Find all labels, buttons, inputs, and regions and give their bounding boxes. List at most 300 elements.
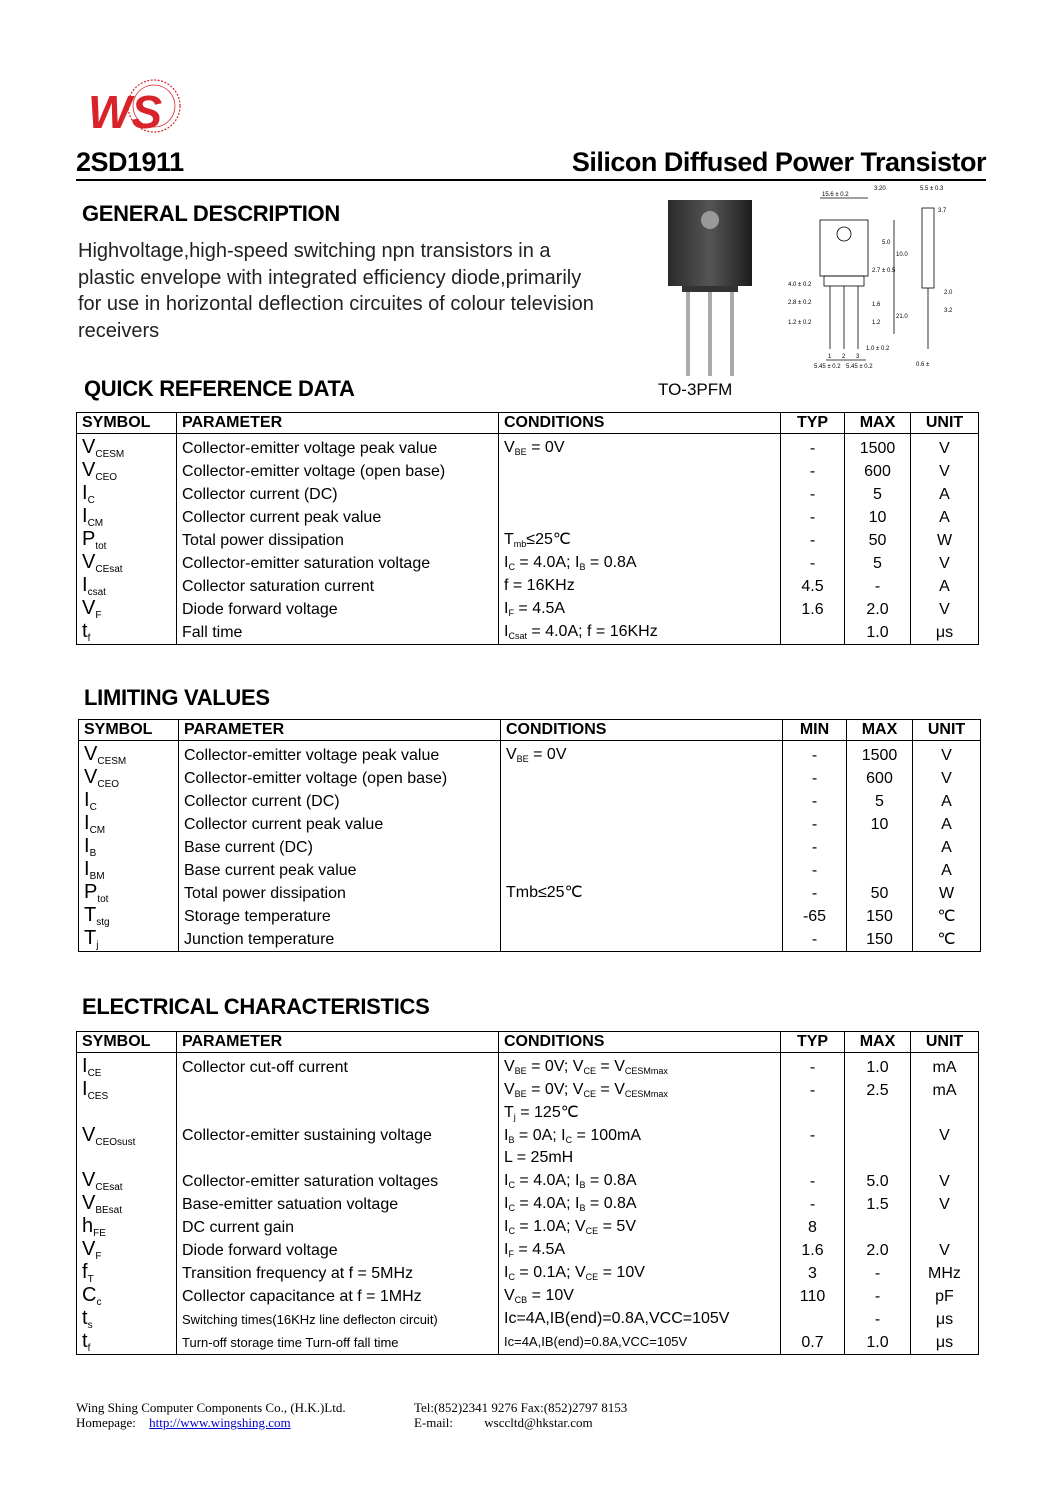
cond-subscript: B bbox=[579, 1180, 586, 1190]
dim-label: 1.2 ± 0.2 bbox=[788, 320, 812, 326]
parameter-cell: Base-emitter satuation voltage bbox=[177, 1193, 499, 1216]
symbol-subscript: F bbox=[95, 1251, 102, 1262]
symbol-cell bbox=[77, 1125, 177, 1148]
symbol-main: I bbox=[84, 812, 90, 834]
max-cell: 50 bbox=[845, 529, 911, 552]
unit-cell: μs bbox=[911, 621, 979, 645]
symbol-cell bbox=[77, 483, 177, 506]
cond-text: = 4.0A; I bbox=[514, 1172, 580, 1189]
cond-subscript: Csat bbox=[508, 631, 527, 641]
typ-cell bbox=[781, 621, 845, 645]
symbol-cell bbox=[79, 741, 179, 768]
cond-subscript: CB bbox=[514, 1295, 528, 1305]
symbol-main: V bbox=[82, 597, 96, 619]
typ-cell: - bbox=[781, 506, 845, 529]
max-cell: - bbox=[845, 1308, 911, 1331]
col-parameter: PARAMETER bbox=[177, 413, 499, 434]
cond-text: = 100mA bbox=[572, 1126, 642, 1144]
conditions-cell bbox=[501, 928, 783, 952]
symbol-subscript: CEsat bbox=[95, 1182, 123, 1193]
unit-cell: MHz bbox=[911, 1262, 979, 1285]
parameter-cell: Collector-emitter voltage (open base) bbox=[177, 460, 499, 483]
symbol-main: f bbox=[82, 1261, 88, 1283]
cond-subscript: mb bbox=[513, 539, 527, 549]
quick-reference-heading: QUICK REFERENCE DATA bbox=[84, 376, 355, 401]
table-row bbox=[77, 434, 979, 461]
unit-cell: V bbox=[911, 598, 979, 621]
dim-label: 5.0 bbox=[882, 240, 891, 246]
cond-text: = 0A; I bbox=[514, 1126, 566, 1144]
table-row bbox=[77, 483, 979, 506]
symbol-main: C bbox=[82, 1284, 97, 1306]
unit-cell bbox=[911, 1216, 979, 1239]
max-cell: 2.0 bbox=[845, 1239, 911, 1262]
symbol-subscript: CEsat bbox=[95, 564, 123, 575]
cond-subscript: CE bbox=[583, 1066, 596, 1076]
max-cell: 10 bbox=[845, 506, 911, 529]
min-cell: - bbox=[783, 836, 847, 859]
parameter-cell: Base current peak value bbox=[179, 859, 501, 882]
symbol-main: T bbox=[84, 904, 97, 926]
parameter-cell bbox=[177, 1148, 499, 1171]
symbol-main: V bbox=[82, 436, 96, 458]
dim-label: 2.7 ± 0.5 bbox=[872, 268, 896, 274]
symbol-main: I bbox=[82, 1078, 88, 1100]
cond-text: V bbox=[504, 1287, 515, 1304]
cond-subscript: CE bbox=[583, 1089, 596, 1099]
parameter-cell: Collector current (DC) bbox=[177, 483, 499, 506]
conditions-cell bbox=[501, 813, 783, 836]
cond-subscript: BE bbox=[514, 1089, 527, 1099]
symbol-main: I bbox=[82, 505, 88, 527]
parameter-cell: Storage temperature bbox=[179, 905, 501, 928]
unit-cell: μs bbox=[911, 1308, 979, 1331]
col-conditions: CONDITIONS bbox=[499, 1032, 781, 1053]
company-logo bbox=[82, 76, 186, 136]
min-cell: - bbox=[783, 790, 847, 813]
conditions-cell bbox=[499, 1053, 781, 1080]
unit-cell: A bbox=[913, 859, 981, 882]
min-cell: - bbox=[783, 859, 847, 882]
symbol-cell bbox=[77, 1216, 177, 1239]
cond-text: = V bbox=[595, 1081, 625, 1098]
parameter-cell: Collector capacitance at f = 1MHz bbox=[177, 1285, 499, 1308]
symbol-subscript: CES bbox=[87, 1091, 109, 1102]
typ-cell: - bbox=[781, 1053, 845, 1080]
symbol-cell bbox=[77, 434, 177, 461]
footer-homepage-label: Homepage: bbox=[76, 1415, 136, 1430]
symbol-main: t bbox=[82, 1307, 88, 1329]
typ-cell bbox=[781, 1308, 845, 1331]
symbol-subscript: s bbox=[87, 1320, 93, 1331]
symbol-main: I bbox=[82, 482, 88, 504]
table-row bbox=[79, 741, 981, 768]
col-typ: TYP bbox=[781, 1032, 845, 1053]
col-max: MAX bbox=[847, 720, 913, 741]
parameter-cell: Diode forward voltage bbox=[177, 598, 499, 621]
typ-cell: - bbox=[781, 1193, 845, 1216]
max-cell: 1.5 bbox=[845, 1193, 911, 1216]
unit-cell: V bbox=[911, 460, 979, 483]
unit-cell: V bbox=[911, 434, 979, 461]
unit-cell: A bbox=[911, 575, 979, 598]
cond-text: ≤25℃ bbox=[526, 531, 571, 548]
symbol-subscript: C bbox=[89, 802, 97, 813]
parameter-cell: Switching times(16KHz line deflecton circuit) bbox=[177, 1308, 499, 1331]
typ-cell bbox=[781, 1148, 845, 1171]
symbol-subscript: j bbox=[96, 940, 99, 951]
symbol-main: T bbox=[84, 927, 97, 949]
table-row bbox=[77, 621, 979, 645]
col-symbol: SYMBOL bbox=[77, 413, 177, 434]
col-min: MIN bbox=[783, 720, 847, 741]
symbol-cell bbox=[79, 905, 179, 928]
max-cell: 2.5 bbox=[845, 1079, 911, 1102]
conditions-cell bbox=[499, 506, 781, 529]
symbol-subscript: f bbox=[87, 633, 91, 644]
conditions-cell bbox=[501, 767, 783, 790]
electrical-characteristics-heading: ELECTRICAL CHARACTERISTICS bbox=[82, 994, 430, 1019]
unit-cell: ℃ bbox=[913, 905, 981, 928]
col-conditions: CONDITIONS bbox=[499, 413, 781, 434]
package-label: TO-3PFM bbox=[658, 380, 733, 399]
quick-reference-table bbox=[76, 412, 979, 645]
cond-subscript: B bbox=[579, 562, 586, 572]
conditions-cell bbox=[499, 552, 781, 575]
typ-cell: 8 bbox=[781, 1216, 845, 1239]
conditions-cell bbox=[499, 529, 781, 552]
cond-text: V bbox=[506, 746, 517, 763]
symbol-main: P bbox=[82, 528, 96, 550]
min-cell: - bbox=[783, 767, 847, 790]
conditions-cell bbox=[499, 1170, 781, 1193]
cond-subscript: CESMmax bbox=[624, 1089, 668, 1099]
symbol-cell bbox=[77, 1079, 177, 1102]
symbol-cell bbox=[77, 1102, 177, 1125]
dim-label: 0.6 ± bbox=[916, 362, 930, 368]
symbol-subscript: F bbox=[95, 610, 102, 621]
table-row bbox=[77, 1331, 979, 1355]
conditions-cell bbox=[501, 790, 783, 813]
conditions-cell bbox=[501, 741, 783, 768]
max-cell: 1.0 bbox=[845, 1053, 911, 1080]
unit-cell: ℃ bbox=[913, 928, 981, 952]
footer-tel-fax: Tel:(852)2341 9276 Fax:(852)2797 8153 bbox=[414, 1400, 628, 1415]
dim-label: 2.8 ± 0.2 bbox=[788, 300, 812, 306]
symbol-subscript: CESM bbox=[95, 449, 125, 460]
symbol-subscript: CEO bbox=[97, 779, 120, 790]
parameter-cell: Fall time bbox=[177, 621, 499, 645]
symbol-cell bbox=[77, 1053, 177, 1080]
symbol-cell bbox=[77, 1170, 177, 1193]
cond-text: = 4.0A; I bbox=[514, 1195, 580, 1212]
cond-subscript: C bbox=[508, 1180, 515, 1190]
cond-text: I bbox=[504, 1126, 509, 1144]
table-row bbox=[77, 1102, 979, 1125]
col-parameter: PARAMETER bbox=[179, 720, 501, 741]
symbol-subscript: FE bbox=[93, 1228, 106, 1239]
typ-cell: 0.7 bbox=[781, 1331, 845, 1355]
cond-subscript: CE bbox=[585, 1226, 599, 1236]
max-cell bbox=[845, 1102, 911, 1125]
svg-text:WS: WS bbox=[88, 86, 163, 136]
table-row bbox=[79, 905, 981, 928]
max-cell: 150 bbox=[847, 905, 913, 928]
symbol-cell bbox=[77, 552, 177, 575]
max-cell bbox=[847, 836, 913, 859]
part-number: 2SD1911 bbox=[76, 147, 184, 177]
min-cell: - bbox=[783, 741, 847, 768]
conditions-cell bbox=[499, 575, 781, 598]
cond-text: = 1.0A; V bbox=[514, 1218, 586, 1235]
col-max: MAX bbox=[845, 413, 911, 434]
pin-label: 3 bbox=[856, 354, 860, 360]
table-row bbox=[77, 598, 979, 621]
unit-cell: A bbox=[913, 790, 981, 813]
table-row bbox=[77, 1216, 979, 1239]
package-outline-drawing bbox=[786, 184, 958, 376]
unit-cell: V bbox=[913, 767, 981, 790]
unit-cell: A bbox=[911, 483, 979, 506]
symbol-cell bbox=[79, 928, 179, 952]
cond-text: = 0V; V bbox=[526, 1058, 584, 1075]
max-cell: 5 bbox=[847, 790, 913, 813]
min-cell: - bbox=[783, 882, 847, 905]
max-cell: 1500 bbox=[845, 434, 911, 461]
table-row bbox=[79, 836, 981, 859]
symbol-subscript: T bbox=[87, 1274, 94, 1285]
symbol-main: P bbox=[84, 881, 98, 903]
parameter-cell: Collector-emitter voltage peak value bbox=[179, 741, 501, 768]
conditions-cell bbox=[499, 1216, 781, 1239]
col-unit: UNIT bbox=[913, 720, 981, 741]
symbol-cell bbox=[79, 790, 179, 813]
symbol-main: V bbox=[82, 1169, 96, 1191]
max-cell: 600 bbox=[845, 460, 911, 483]
max-cell: 5 bbox=[845, 483, 911, 506]
symbol-cell bbox=[77, 506, 177, 529]
cond-text: = 0V bbox=[528, 746, 567, 763]
min-cell: - bbox=[783, 928, 847, 952]
typ-cell: 1.6 bbox=[781, 1239, 845, 1262]
dim-label: 5.5 ± 0.3 bbox=[920, 186, 944, 192]
table-row bbox=[77, 1148, 979, 1171]
cond-text: = V bbox=[595, 1058, 625, 1075]
dim-label: 1.2 bbox=[872, 320, 881, 326]
cond-text: f = 16KHz bbox=[504, 577, 575, 594]
typ-cell: 1.6 bbox=[781, 598, 845, 621]
cond-subscript: BE bbox=[514, 1066, 527, 1076]
cond-text: = 4.0A; f = 16KHz bbox=[526, 623, 658, 640]
typ-cell: - bbox=[781, 1170, 845, 1193]
min-cell: -65 bbox=[783, 905, 847, 928]
parameter-cell: Collector cut-off current bbox=[177, 1053, 499, 1080]
unit-cell: W bbox=[913, 882, 981, 905]
typ-cell: 3 bbox=[781, 1262, 845, 1285]
general-description-heading: GENERAL DESCRIPTION bbox=[82, 201, 340, 226]
dim-label: 10.0 bbox=[896, 252, 908, 258]
electrical-characteristics-table bbox=[76, 1031, 979, 1355]
unit-cell: A bbox=[913, 836, 981, 859]
max-cell: 600 bbox=[847, 767, 913, 790]
unit-cell: V bbox=[911, 1193, 979, 1216]
cond-text: I bbox=[504, 600, 509, 617]
symbol-main: I bbox=[82, 1055, 88, 1077]
unit-cell: μs bbox=[911, 1331, 979, 1355]
cond-text: V bbox=[504, 1058, 515, 1075]
footer bbox=[76, 1400, 976, 1430]
cond-text: = 0V; V bbox=[526, 1081, 584, 1098]
max-cell: 2.0 bbox=[845, 598, 911, 621]
symbol-cell bbox=[79, 859, 179, 882]
table-row bbox=[77, 1079, 979, 1102]
max-cell: - bbox=[845, 1285, 911, 1308]
parameter-cell: Collector-emitter saturation voltages bbox=[177, 1170, 499, 1193]
cond-text: I bbox=[504, 1195, 509, 1212]
symbol-cell bbox=[77, 460, 177, 483]
typ-cell bbox=[781, 1102, 845, 1125]
unit-cell: pF bbox=[911, 1285, 979, 1308]
conditions-cell bbox=[499, 1125, 781, 1148]
symbol-cell bbox=[79, 813, 179, 836]
symbol-main: V bbox=[84, 766, 98, 788]
typ-cell: - bbox=[781, 460, 845, 483]
footer-email-label: E-mail: bbox=[414, 1415, 453, 1430]
symbol-subscript: CEOsust bbox=[95, 1136, 136, 1148]
col-symbol: SYMBOL bbox=[77, 1032, 177, 1053]
typ-cell: - bbox=[781, 552, 845, 575]
dim-label: 1.6 bbox=[872, 302, 881, 308]
symbol-subscript: tot bbox=[95, 541, 107, 552]
col-conditions: CONDITIONS bbox=[501, 720, 783, 741]
cond-text: I bbox=[504, 1218, 509, 1235]
symbol-cell bbox=[77, 1148, 177, 1171]
symbol-main: h bbox=[82, 1215, 94, 1237]
table-row bbox=[77, 1239, 979, 1262]
col-max: MAX bbox=[845, 1032, 911, 1053]
cond-text: I bbox=[504, 554, 509, 571]
conditions-cell bbox=[501, 836, 783, 859]
max-cell bbox=[847, 859, 913, 882]
col-symbol: SYMBOL bbox=[79, 720, 179, 741]
conditions-cell bbox=[499, 1285, 781, 1308]
cond-text: = 4.5A bbox=[513, 600, 566, 617]
symbol-cell bbox=[79, 836, 179, 859]
symbol-main: t bbox=[82, 620, 88, 642]
symbol-main: t bbox=[82, 1330, 88, 1352]
cond-text: T bbox=[504, 1103, 514, 1121]
table-row bbox=[77, 575, 979, 598]
col-parameter: PARAMETER bbox=[177, 1032, 499, 1053]
cond-text: = 0.8A bbox=[585, 554, 637, 571]
cond-text: = 0.8A bbox=[585, 1195, 637, 1212]
conditions-cell bbox=[499, 1193, 781, 1216]
max-cell: 5 bbox=[845, 552, 911, 575]
parameter-cell: Base current (DC) bbox=[179, 836, 501, 859]
typ-cell: 4.5 bbox=[781, 575, 845, 598]
cond-subscript: C bbox=[565, 1134, 573, 1145]
symbol-cell bbox=[77, 575, 177, 598]
conditions-cell bbox=[499, 1079, 781, 1102]
table-row bbox=[77, 1308, 979, 1331]
symbol-cell bbox=[77, 1239, 177, 1262]
max-cell: 150 bbox=[847, 928, 913, 952]
cond-text: = 0.1A; V bbox=[514, 1264, 586, 1281]
table-row bbox=[79, 813, 981, 836]
table-row bbox=[77, 460, 979, 483]
unit-cell: mA bbox=[911, 1079, 979, 1102]
dim-label: 2.0 bbox=[944, 290, 953, 296]
typ-cell: - bbox=[781, 483, 845, 506]
parameter-cell: Collector-emitter voltage peak value bbox=[177, 434, 499, 461]
cond-text: = 0V bbox=[526, 439, 565, 456]
unit-cell: mA bbox=[911, 1053, 979, 1080]
general-description-text: Highvoltage,high-speed switching npn transistors in a plastic envelope with integrated efficiency diode,primarily for use in horizontal deflection circuites of colour television receivers bbox=[78, 240, 594, 342]
parameter-cell bbox=[177, 1102, 499, 1125]
conditions-cell bbox=[499, 1331, 781, 1355]
conditions-cell bbox=[499, 1102, 781, 1125]
unit-cell: A bbox=[911, 506, 979, 529]
symbol-subscript: BEsat bbox=[95, 1205, 123, 1216]
cond-text: I bbox=[504, 1241, 509, 1258]
symbol-subscript: C bbox=[87, 495, 95, 506]
cond-text: = 10V bbox=[598, 1264, 645, 1281]
cond-text: I bbox=[504, 1172, 509, 1189]
conditions-cell bbox=[499, 434, 781, 461]
cond-text: Ic=4A,IB(end)=0.8A,VCC=105V bbox=[504, 1310, 730, 1327]
unit-cell: V bbox=[913, 741, 981, 768]
pin-label: 2 bbox=[842, 354, 846, 360]
unit-cell bbox=[911, 1148, 979, 1171]
table-row bbox=[77, 1262, 979, 1285]
symbol-subscript: B bbox=[89, 848, 97, 859]
table-row bbox=[77, 529, 979, 552]
cond-text: = 4.0A; I bbox=[514, 554, 580, 571]
symbol-subscript: stg bbox=[96, 917, 110, 928]
table-row bbox=[79, 790, 981, 813]
min-cell: - bbox=[783, 813, 847, 836]
dim-label: 4.0 ± 0.2 bbox=[788, 282, 812, 288]
conditions-cell bbox=[501, 905, 783, 928]
cond-text: V bbox=[504, 439, 515, 456]
dim-label: 3.2 bbox=[944, 308, 953, 314]
cond-text: = 4.5A bbox=[513, 1241, 566, 1258]
symbol-subscript: CM bbox=[87, 518, 104, 529]
footer-company: Wing Shing Computer Components Co., (H.K.)Ltd. bbox=[76, 1400, 346, 1415]
symbol-cell bbox=[77, 598, 177, 621]
limiting-values-heading: LIMITING VALUES bbox=[84, 685, 270, 710]
conditions-cell bbox=[499, 483, 781, 506]
max-cell: 1.0 bbox=[845, 1331, 911, 1355]
symbol-main: V bbox=[84, 743, 98, 765]
parameter-cell: Collector-emitter voltage (open base) bbox=[179, 767, 501, 790]
cond-subscript: B bbox=[508, 1134, 515, 1145]
symbol-cell bbox=[77, 1285, 177, 1308]
max-cell: - bbox=[845, 575, 911, 598]
unit-cell: A bbox=[913, 813, 981, 836]
cond-subscript: C bbox=[508, 1203, 515, 1213]
table-row bbox=[79, 882, 981, 905]
cond-subscript: CESMmax bbox=[624, 1066, 668, 1076]
cond-subscript: j bbox=[513, 1111, 516, 1122]
symbol-cell bbox=[77, 1262, 177, 1285]
footer-homepage-link[interactable]: http://www.wingshing.com bbox=[149, 1415, 291, 1430]
cond-subscript: C bbox=[508, 562, 515, 572]
cond-subscript: BE bbox=[514, 447, 527, 457]
dim-label: 21.0 bbox=[896, 314, 908, 320]
package-photo bbox=[662, 196, 758, 378]
parameter-cell: Total power dissipation bbox=[177, 529, 499, 552]
